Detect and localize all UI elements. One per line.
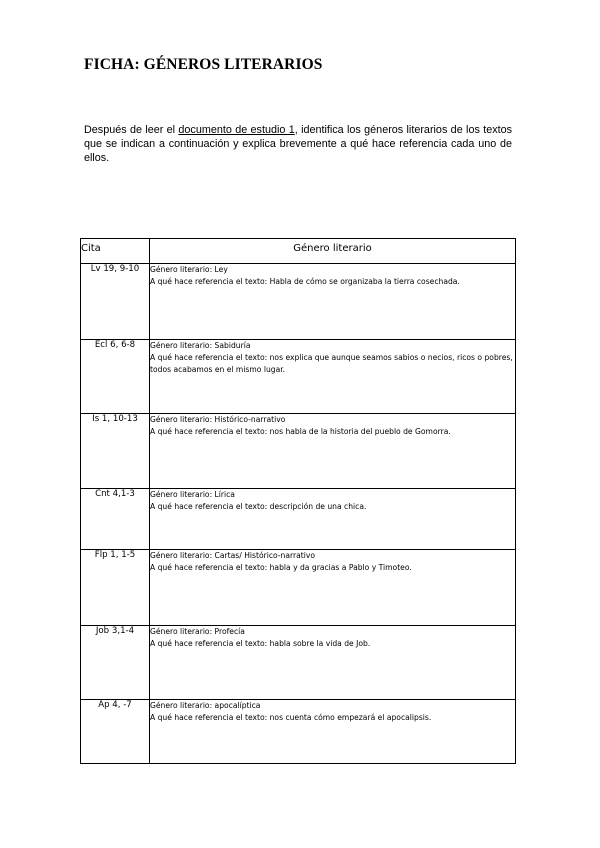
reference-value: A qué hace referencia el texto: nos explica que aunque seamos sabios o necios, ricos o pobres, todos acabamos en el mismo lugar. xyxy=(150,353,513,374)
cita-cell: Is 1, 10-13 xyxy=(81,414,150,489)
table-row xyxy=(81,264,516,340)
cita-cell: Job 3,1-4 xyxy=(81,626,150,700)
cita-cell: Ap 4, -7 xyxy=(81,700,150,764)
genre-cell xyxy=(150,414,516,489)
column-header-genero: Género literario xyxy=(150,239,516,264)
genre-value: Género literario: apocalíptica xyxy=(150,701,261,710)
table-row xyxy=(81,340,516,414)
reference-value: A qué hace referencia el texto: habla y da gracias a Pablo y Timoteo. xyxy=(150,563,412,572)
instructions-text-end: , identifica los géneros literarios de los textos que se indican a continuación y explica brevemente a qué hace referencia cada uno de ellos. xyxy=(84,124,512,164)
cita-cell: Flp 1, 1-5 xyxy=(81,550,150,626)
instructions-paragraph xyxy=(84,123,512,165)
genre-cell xyxy=(150,700,516,764)
table-row xyxy=(81,489,516,550)
genre-value: Género literario: Histórico-narrativo xyxy=(150,415,286,424)
page-title: FICHA: GÉNEROS LITERARIOS xyxy=(84,56,323,73)
table-row xyxy=(81,700,516,764)
cita-cell: Cnt 4,1-3 xyxy=(81,489,150,550)
cita-cell: Lv 19, 9-10 xyxy=(81,264,150,340)
genres-table xyxy=(80,238,516,764)
genre-value: Género literario: Cartas/ Histórico-narrativo xyxy=(150,551,315,560)
genre-value: Género literario: Sabiduría xyxy=(150,341,251,350)
genre-cell xyxy=(150,489,516,550)
cita-cell: Ecl 6, 6-8 xyxy=(81,340,150,414)
table-row xyxy=(81,414,516,489)
reference-value: A qué hace referencia el texto: nos cuenta cómo empezará el apocalipsis. xyxy=(150,713,432,722)
genre-cell xyxy=(150,340,516,414)
reference-value: A qué hace referencia el texto: nos habla de la historia del pueblo de Gomorra. xyxy=(150,427,451,436)
table-row xyxy=(81,626,516,700)
genre-value: Género literario: Profecía xyxy=(150,627,245,636)
genre-value: Género literario: Ley xyxy=(150,265,228,274)
reference-value: A qué hace referencia el texto: Habla de cómo se organizaba la tierra cosechada. xyxy=(150,277,460,286)
reference-value: A qué hace referencia el texto: habla sobre la vida de Job. xyxy=(150,639,371,648)
table-row xyxy=(81,550,516,626)
genre-cell xyxy=(150,550,516,626)
instructions-text-start: Después de leer el xyxy=(84,124,179,136)
reference-value: A qué hace referencia el texto: descripción de una chica. xyxy=(150,502,367,511)
genre-value: Género literario: Lírica xyxy=(150,490,235,499)
column-header-cita: Cita xyxy=(81,239,150,264)
genre-cell xyxy=(150,264,516,340)
study-document-link[interactable]: documento de estudio 1 xyxy=(178,124,295,136)
table-header-row xyxy=(81,239,516,264)
genre-cell xyxy=(150,626,516,700)
